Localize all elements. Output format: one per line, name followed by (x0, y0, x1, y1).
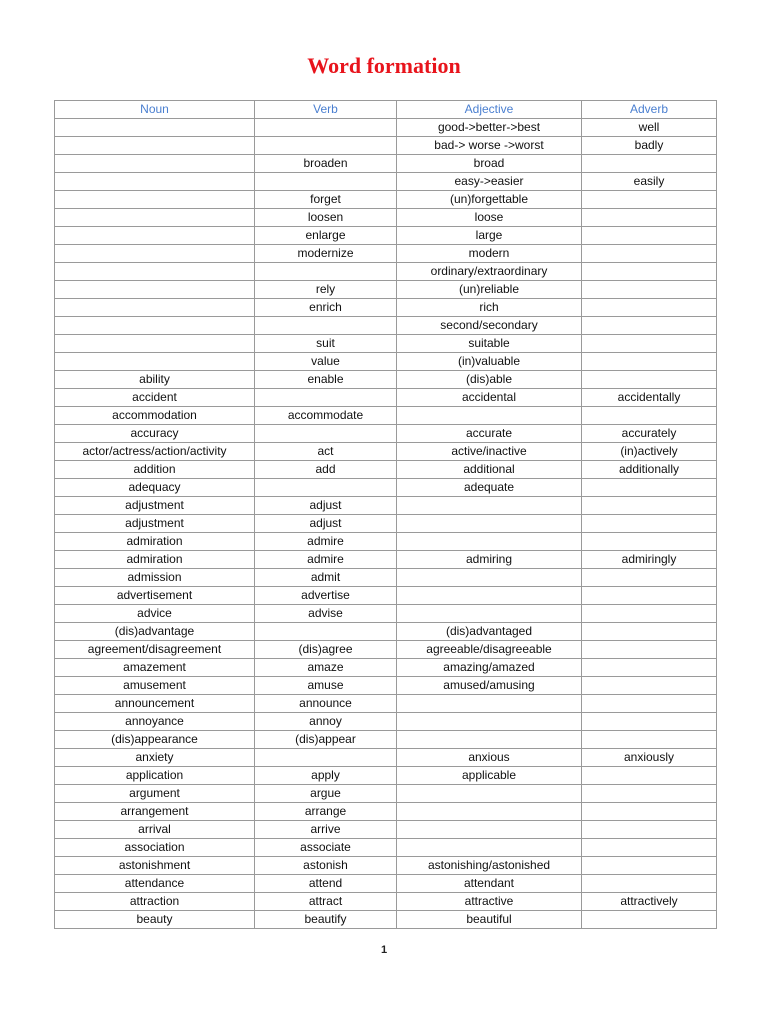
table-row (55, 335, 717, 353)
adverb-cell: easily (582, 173, 717, 191)
verb-cell (255, 137, 397, 155)
verb-cell: adjust (255, 497, 397, 515)
adjective-cell: (un)reliable (397, 281, 582, 299)
table-row (55, 389, 717, 407)
adjective-cell: (dis)advantaged (397, 623, 582, 641)
table-row (55, 155, 717, 173)
table-row (55, 407, 717, 425)
adjective-cell (397, 533, 582, 551)
header-verb: Verb (255, 101, 397, 119)
noun-cell (55, 191, 255, 209)
adjective-cell (397, 587, 582, 605)
adverb-cell (582, 713, 717, 731)
adverb-cell (582, 767, 717, 785)
noun-cell: adequacy (55, 479, 255, 497)
verb-cell: (dis)appear (255, 731, 397, 749)
noun-cell: arrangement (55, 803, 255, 821)
noun-cell: accommodation (55, 407, 255, 425)
noun-cell: agreement/disagreement (55, 641, 255, 659)
table-row (55, 839, 717, 857)
verb-cell: admire (255, 551, 397, 569)
table-row (55, 623, 717, 641)
verb-cell (255, 425, 397, 443)
adjective-cell: active/inactive (397, 443, 582, 461)
verb-cell (255, 173, 397, 191)
table-row (55, 875, 717, 893)
adjective-cell: bad-> worse ->worst (397, 137, 582, 155)
adverb-cell (582, 497, 717, 515)
verb-cell: advise (255, 605, 397, 623)
adjective-cell: astonishing/astonished (397, 857, 582, 875)
noun-cell: admission (55, 569, 255, 587)
adverb-cell (582, 479, 717, 497)
adverb-cell (582, 245, 717, 263)
table-row (55, 497, 717, 515)
noun-cell: accident (55, 389, 255, 407)
adjective-cell: attendant (397, 875, 582, 893)
verb-cell: enlarge (255, 227, 397, 245)
noun-cell: (dis)appearance (55, 731, 255, 749)
adverb-cell (582, 875, 717, 893)
page-number: 1 (380, 944, 388, 956)
noun-cell: (dis)advantage (55, 623, 255, 641)
adjective-cell: amazing/amazed (397, 659, 582, 677)
verb-cell: modernize (255, 245, 397, 263)
noun-cell (55, 209, 255, 227)
adverb-cell (582, 191, 717, 209)
adverb-cell (582, 623, 717, 641)
adjective-cell: good->better->best (397, 119, 582, 137)
table-row (55, 515, 717, 533)
verb-cell (255, 623, 397, 641)
header-adverb: Adverb (582, 101, 717, 119)
verb-cell (255, 263, 397, 281)
adverb-cell (582, 263, 717, 281)
table-row (55, 911, 717, 929)
table-row (55, 245, 717, 263)
adverb-cell (582, 677, 717, 695)
table-row (55, 461, 717, 479)
adverb-cell (582, 299, 717, 317)
verb-cell: broaden (255, 155, 397, 173)
noun-cell: accuracy (55, 425, 255, 443)
noun-cell: anxiety (55, 749, 255, 767)
adverb-cell: additionally (582, 461, 717, 479)
verb-cell: advertise (255, 587, 397, 605)
adjective-cell: attractive (397, 893, 582, 911)
adjective-cell: agreeable/disagreeable (397, 641, 582, 659)
adjective-cell (397, 695, 582, 713)
adjective-cell: easy->easier (397, 173, 582, 191)
table-row (55, 533, 717, 551)
adverb-cell (582, 857, 717, 875)
table-row (55, 119, 717, 137)
table-row (55, 479, 717, 497)
adverb-cell (582, 785, 717, 803)
table-row (55, 893, 717, 911)
noun-cell (55, 155, 255, 173)
table-row (55, 821, 717, 839)
table-row (55, 443, 717, 461)
adverb-cell (582, 407, 717, 425)
table-row (55, 785, 717, 803)
adjective-cell: accurate (397, 425, 582, 443)
adverb-cell (582, 353, 717, 371)
table-row (55, 659, 717, 677)
noun-cell: adjustment (55, 515, 255, 533)
adverb-cell (582, 605, 717, 623)
verb-cell: astonish (255, 857, 397, 875)
noun-cell: announcement (55, 695, 255, 713)
adjective-cell: large (397, 227, 582, 245)
adjective-cell: anxious (397, 749, 582, 767)
adjective-cell: amused/amusing (397, 677, 582, 695)
adjective-cell: accidental (397, 389, 582, 407)
table-row (55, 317, 717, 335)
noun-cell: attendance (55, 875, 255, 893)
verb-cell: annoy (255, 713, 397, 731)
adjective-cell: ordinary/extraordinary (397, 263, 582, 281)
noun-cell: advice (55, 605, 255, 623)
noun-cell (55, 263, 255, 281)
noun-cell: application (55, 767, 255, 785)
verb-cell: (dis)agree (255, 641, 397, 659)
table-row (55, 353, 717, 371)
adjective-cell: additional (397, 461, 582, 479)
noun-cell: amazement (55, 659, 255, 677)
verb-cell (255, 317, 397, 335)
noun-cell: beauty (55, 911, 255, 929)
adjective-cell: (dis)able (397, 371, 582, 389)
table-row (55, 191, 717, 209)
table-header-row (55, 101, 717, 119)
noun-cell (55, 335, 255, 353)
adjective-cell: suitable (397, 335, 582, 353)
adjective-cell (397, 821, 582, 839)
adjective-cell: modern (397, 245, 582, 263)
table-row (55, 767, 717, 785)
verb-cell: act (255, 443, 397, 461)
table-row (55, 695, 717, 713)
verb-cell: attend (255, 875, 397, 893)
table-row (55, 587, 717, 605)
table-row (55, 137, 717, 155)
adverb-cell (582, 695, 717, 713)
noun-cell: amusement (55, 677, 255, 695)
adjective-cell: (in)valuable (397, 353, 582, 371)
verb-cell: admire (255, 533, 397, 551)
noun-cell: attraction (55, 893, 255, 911)
verb-cell: adjust (255, 515, 397, 533)
verb-cell: admit (255, 569, 397, 587)
adverb-cell (582, 515, 717, 533)
adverb-cell (582, 281, 717, 299)
noun-cell (55, 317, 255, 335)
adjective-cell (397, 497, 582, 515)
verb-cell: loosen (255, 209, 397, 227)
verb-cell: amaze (255, 659, 397, 677)
adjective-cell (397, 731, 582, 749)
adverb-cell (582, 659, 717, 677)
adverb-cell: (in)actively (582, 443, 717, 461)
verb-cell: value (255, 353, 397, 371)
adjective-cell (397, 785, 582, 803)
adverb-cell (582, 587, 717, 605)
adjective-cell: applicable (397, 767, 582, 785)
noun-cell (55, 353, 255, 371)
noun-cell (55, 119, 255, 137)
table-row (55, 731, 717, 749)
noun-cell (55, 281, 255, 299)
adjective-cell: adequate (397, 479, 582, 497)
word-formation-table (54, 100, 717, 929)
adjective-cell (397, 515, 582, 533)
table-row (55, 173, 717, 191)
adjective-cell: rich (397, 299, 582, 317)
verb-cell: suit (255, 335, 397, 353)
table-row (55, 371, 717, 389)
table-row (55, 299, 717, 317)
noun-cell: advertisement (55, 587, 255, 605)
noun-cell: admiration (55, 551, 255, 569)
adjective-cell (397, 713, 582, 731)
verb-cell: attract (255, 893, 397, 911)
header-noun: Noun (55, 101, 255, 119)
adjective-cell (397, 569, 582, 587)
table-row (55, 641, 717, 659)
adjective-cell: broad (397, 155, 582, 173)
verb-cell: beautify (255, 911, 397, 929)
table-row (55, 749, 717, 767)
verb-cell: add (255, 461, 397, 479)
adverb-cell (582, 209, 717, 227)
noun-cell (55, 137, 255, 155)
adverb-cell: accurately (582, 425, 717, 443)
table-row (55, 857, 717, 875)
adverb-cell (582, 839, 717, 857)
noun-cell: astonishment (55, 857, 255, 875)
adverb-cell (582, 155, 717, 173)
adverb-cell (582, 641, 717, 659)
verb-cell (255, 749, 397, 767)
table-row (55, 605, 717, 623)
adverb-cell: anxiously (582, 749, 717, 767)
verb-cell (255, 389, 397, 407)
adjective-cell: admiring (397, 551, 582, 569)
adverb-cell (582, 569, 717, 587)
adjective-cell (397, 803, 582, 821)
verb-cell: apply (255, 767, 397, 785)
noun-cell (55, 245, 255, 263)
adjective-cell: loose (397, 209, 582, 227)
noun-cell: admiration (55, 533, 255, 551)
adjective-cell (397, 605, 582, 623)
adverb-cell (582, 821, 717, 839)
verb-cell: forget (255, 191, 397, 209)
page-title: Word formation (307, 53, 461, 78)
noun-cell: arrival (55, 821, 255, 839)
table-row (55, 209, 717, 227)
table-row (55, 713, 717, 731)
noun-cell: addition (55, 461, 255, 479)
adverb-cell (582, 317, 717, 335)
table-row (55, 677, 717, 695)
noun-cell: adjustment (55, 497, 255, 515)
adjective-cell (397, 407, 582, 425)
adverb-cell (582, 227, 717, 245)
table-row (55, 425, 717, 443)
adverb-cell: attractively (582, 893, 717, 911)
verb-cell: enrich (255, 299, 397, 317)
verb-cell: argue (255, 785, 397, 803)
noun-cell: ability (55, 371, 255, 389)
noun-cell (55, 299, 255, 317)
verb-cell: arrange (255, 803, 397, 821)
noun-cell: annoyance (55, 713, 255, 731)
adverb-cell (582, 731, 717, 749)
adverb-cell: accidentally (582, 389, 717, 407)
adverb-cell (582, 803, 717, 821)
noun-cell: actor/actress/action/activity (55, 443, 255, 461)
verb-cell: enable (255, 371, 397, 389)
verb-cell (255, 479, 397, 497)
adverb-cell: admiringly (582, 551, 717, 569)
verb-cell: arrive (255, 821, 397, 839)
adjective-cell: beautiful (397, 911, 582, 929)
adverb-cell (582, 335, 717, 353)
verb-cell: associate (255, 839, 397, 857)
verb-cell: accommodate (255, 407, 397, 425)
verb-cell: rely (255, 281, 397, 299)
adverb-cell: well (582, 119, 717, 137)
noun-cell (55, 173, 255, 191)
noun-cell: association (55, 839, 255, 857)
adverb-cell (582, 371, 717, 389)
table-row (55, 551, 717, 569)
verb-cell: announce (255, 695, 397, 713)
table-row (55, 227, 717, 245)
header-adjective: Adjective (397, 101, 582, 119)
noun-cell: argument (55, 785, 255, 803)
table-body (55, 119, 717, 929)
verb-cell: amuse (255, 677, 397, 695)
verb-cell (255, 119, 397, 137)
adverb-cell (582, 911, 717, 929)
noun-cell (55, 227, 255, 245)
adjective-cell: (un)forgettable (397, 191, 582, 209)
table-row (55, 281, 717, 299)
table-row (55, 569, 717, 587)
table-row (55, 263, 717, 281)
table-row (55, 803, 717, 821)
adjective-cell: second/secondary (397, 317, 582, 335)
adverb-cell: badly (582, 137, 717, 155)
adjective-cell (397, 839, 582, 857)
adverb-cell (582, 533, 717, 551)
